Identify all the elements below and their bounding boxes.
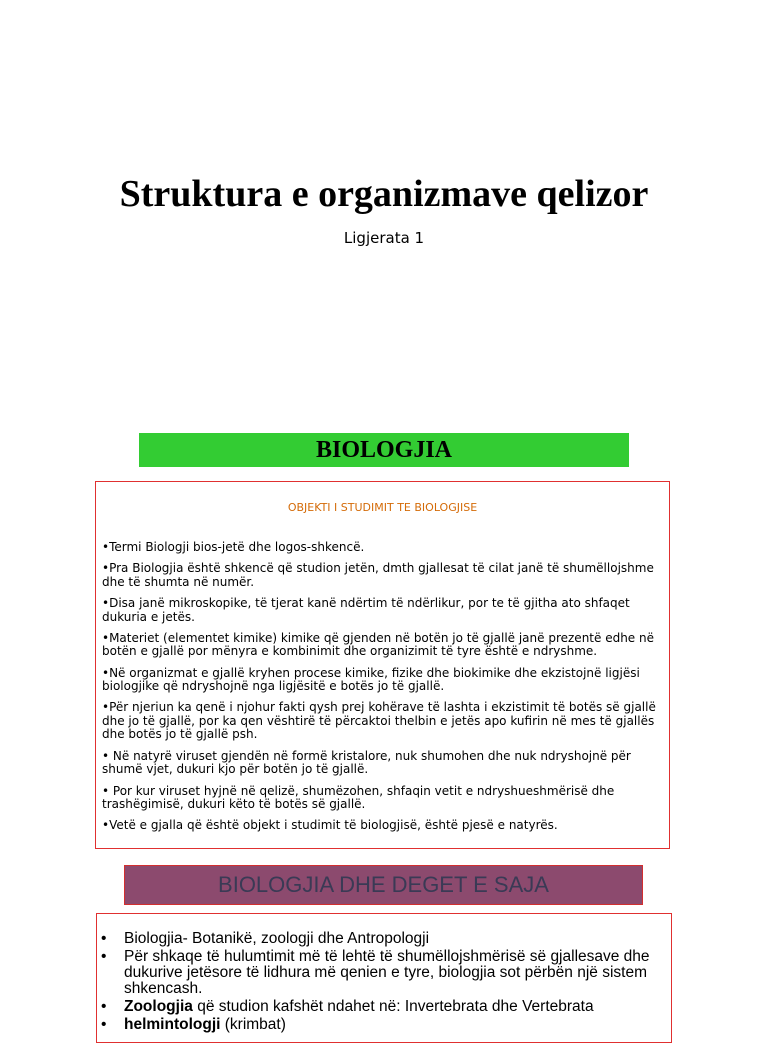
- paragraph: •Termi Biologji bios-jetë dhe logos-shkencë.: [102, 540, 365, 554]
- list-item: [101, 931, 663, 947]
- item-bold: helmintologji: [124, 1016, 221, 1033]
- paragraph: •Në organizmat e gjallë kryhen procese kimike, fizike dhe biokimike dhe ekzistojnë ligjësi biologjike që ndryshojnë nga ligjësitë e botës jo të gjallë.: [102, 665, 640, 694]
- page-subtitle: Ligjerata 1: [343, 229, 425, 247]
- bullet-icon: •: [101, 998, 107, 1015]
- item-text: Për shkaqe të hulumtimit më të lehtë të shumëllojshmërisë së gjallesave dhe dukurive jetësore të lidhura më qenien e tyre, biologjia sot përbën një sistem shkencash.: [124, 948, 650, 997]
- paragraph: •Pra Biologjia është shkencë që studion jetën, dmth gjallesat të cilat janë të shumëllojshme dhe të shumta në numër.: [102, 561, 654, 589]
- deget-list: [101, 931, 663, 1035]
- paragraph: •Për njeriun ka qenë i njohur fakti qysh prej kohërave të lashta i ekzistimit të botës së gjallë dhe jo të gjallë, por ka qen vështirë të përcaktoi thelbin e jetës apo kufirin në mes të gjallës dhe botës jo të gjallë psh.: [102, 700, 656, 742]
- list-item: [101, 999, 663, 1015]
- biologjia-banner: BIOLOGJIA: [139, 433, 629, 467]
- item-bold: Zoologjia: [124, 998, 193, 1015]
- objekti-heading: OBJEKTI I STUDIMIT TE BIOLOGJISE: [287, 501, 478, 514]
- paragraph: •Materiet (elementet kimike) kimike që gjenden në botën jo të gjallë janë prezentë edhe në botën e gjallë por mënyra e kombinimit dhe organizimit të tyre është e ndryshme.: [102, 630, 654, 659]
- paragraph: • Por kur viruset hyjnë në qelizë, shumëzohen, shfaqin vetit e ndryshueshmërisë dhe trashëgimisë, dukuri këto të botës së gjallë.: [102, 783, 615, 812]
- bullet-icon: •: [101, 948, 107, 965]
- item-text: Biologjia- Botanikë, zoologji dhe Antropologji: [124, 930, 430, 947]
- list-item: [101, 1017, 663, 1033]
- list-item: [101, 949, 663, 997]
- item-text: që studion kafshët ndahet në: Invertebrata dhe Vertebrata: [192, 998, 594, 1015]
- paragraph: • Në natyrë viruset gjendën në formë kristalore, nuk shumohen dhe nuk ndryshojnë për shumë vjet, dukuri kjo për botën jo të gjallë.: [102, 748, 631, 777]
- item-text: (krimbat): [220, 1016, 286, 1033]
- paragraph: •Vetë e gjalla që është objekt i studimit të biologjisë, është pjesë e natyrës.: [102, 818, 558, 833]
- objekti-body: [102, 541, 663, 841]
- paragraph: •Disa janë mikroskopike, të tjerat kanë ndërtim të ndërlikur, por te të gjitha ato shfaqet dukuria e jetës.: [102, 596, 630, 624]
- bullet-icon: •: [101, 1016, 107, 1033]
- deget-banner: BIOLOGJIA DHE DEGET E SAJA: [124, 865, 643, 905]
- bullet-icon: •: [101, 930, 107, 947]
- objekti-box: [95, 481, 670, 849]
- page-title: Struktura e organizmave qelizor: [119, 173, 649, 215]
